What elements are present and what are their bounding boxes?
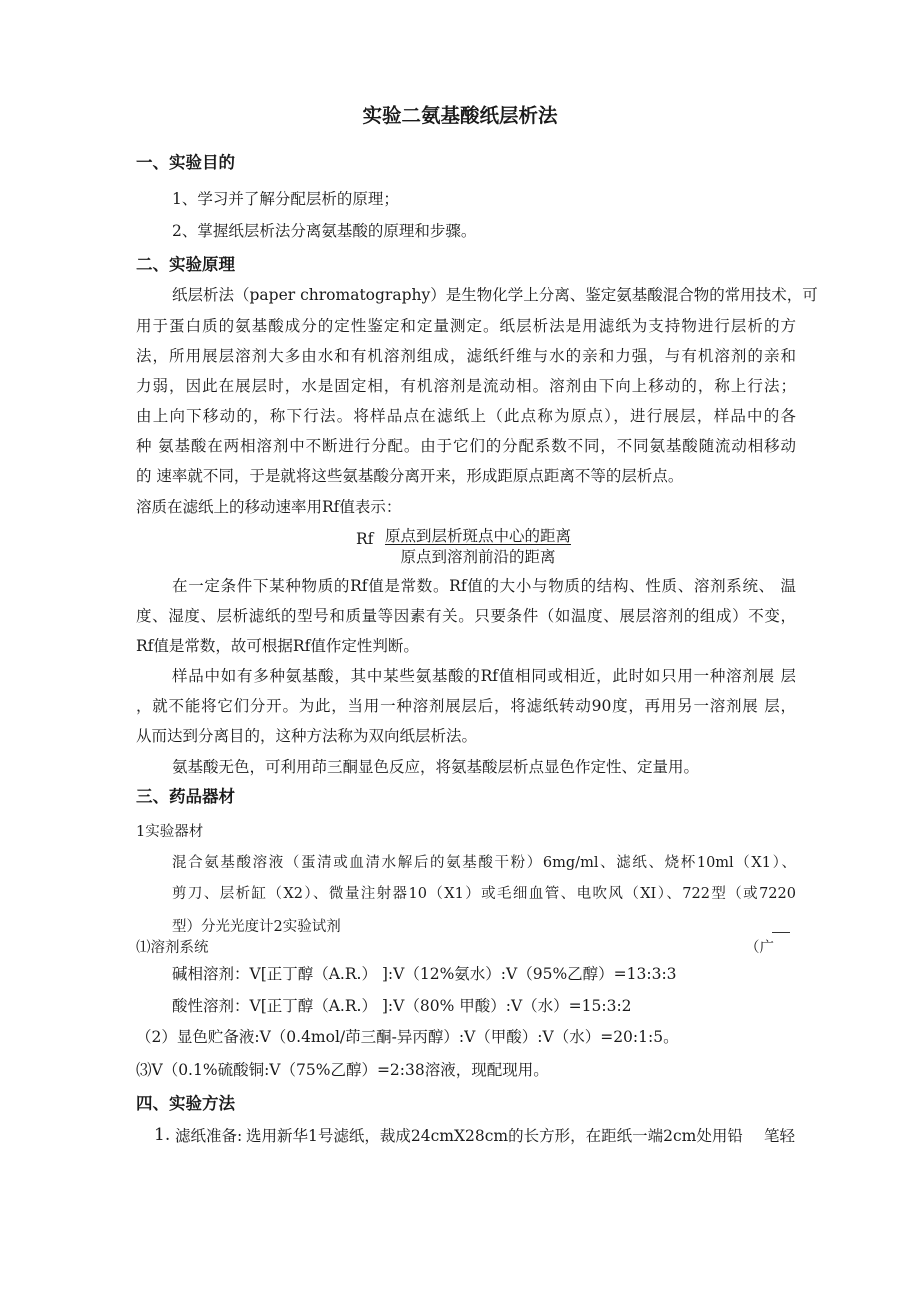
principle-line: Rf值是常数，故可根据Rf值作定性判断。 <box>136 637 419 655</box>
equipment-line: 型）分光光度计2实验试剂 <box>172 919 341 935</box>
acidic-solvent: 酸性溶剂：V[正丁醇（A.R.） ]:V（80% 甲酸）:V（水）=15:3:2 <box>172 997 632 1015</box>
stray-dash <box>772 932 790 933</box>
solvent-system-label: ⑴溶剂系统 <box>136 940 209 956</box>
stray-mark: （广 <box>745 940 774 956</box>
rf-formula-label: Rf <box>356 530 374 548</box>
principle-line: 从而达到分离目的，这种方法称为双向纸层析法。 <box>136 727 478 745</box>
rf-intro: 溶质在滤纸上的移动速率用Rf值表示： <box>136 498 402 516</box>
purpose-item-2: 2、掌握纸层析法分离氨基酸的原理和步骤。 <box>172 222 477 240</box>
purpose-item-1: 1、学习并了解分配层析的原理； <box>172 190 399 208</box>
principle-line: 由上向下移动的，称下行法。将样品点在滤纸上（此点称为原点），进行展层，样品中的各 <box>136 407 796 425</box>
principle-line: 的 速率就不同，于是就将这些氨基酸分离开来，形成距原点距离不等的层析点。 <box>136 467 684 485</box>
section-heading-method: 四、实验方法 <box>136 1094 235 1113</box>
section-heading-materials: 三、药品器材 <box>136 787 235 806</box>
step-text: 选用新华1号滤纸，裁成24cmX28cm的长方形，在距纸一端2cm处用铅 <box>246 1127 743 1145</box>
principle-line: 样品中如有多种氨基酸，其中某些氨基酸的Rf值相同或相近，此时如只用一种溶剂展 层 <box>172 667 796 685</box>
principle-line: 纸层析法（paper chromatography）是生物化学上分离、鉴定氨基酸混合物的常用技术，可 <box>172 286 818 304</box>
principle-line: 氨基酸无色，可利用茚三酮显色反应，将氨基酸层析点显色作定性、定量用。 <box>172 758 700 776</box>
stain-solution: （2）显色贮备液:V（0.4mol/茚三酮-异丙醇）:V（甲酸）:V（水）=20:1:5。 <box>136 1028 679 1046</box>
principle-line: 力弱，因此在展层时，水是固定相，有机溶剂是流动相。溶剂由下向上移动的，称上行法； <box>136 377 796 395</box>
section-heading-principle: 二、实验原理 <box>136 255 235 274</box>
principle-line: 在一定条件下某种物质的Rf值是常数。Rf值的大小与物质的结构、性质、溶剂系统、 温 <box>172 577 796 595</box>
principle-line: 种 氨基酸在两相溶剂中不断进行分配。由于它们的分配系数不同，不同氨基酸随流动相移动 <box>136 437 796 455</box>
principle-line: 用于蛋白质的氨基酸成分的定性鉴定和定量测定。纸层析法是用滤纸为支持物进行层析的方 <box>136 317 796 335</box>
equipment-subheading: 1实验器材 <box>136 824 204 840</box>
rf-formula-numerator: 原点到层析斑点中心的距离 <box>384 527 571 545</box>
step-lead: 滤纸准备: <box>175 1127 243 1145</box>
principle-line: 法，所用展层溶剂大多由水和有机溶剂组成，滤纸纤维与水的亲和力强，与有机溶剂的亲和 <box>136 347 796 365</box>
principle-line: 度、湿度、层析滤纸的型号和质量等因素有关。只要条件（如温度、展层溶剂的组成）不变， <box>136 607 796 625</box>
rf-formula-denominator: 原点到溶剂前沿的距离 <box>400 548 556 566</box>
principle-line: ，就不能将它们分开。为此，当用一种溶剂展层后，将滤纸转动90度，再用另一溶剂展 层， <box>136 697 796 715</box>
page-title: 实验二氨基酸纸层析法 <box>362 104 558 127</box>
section-heading-purpose: 一、实验目的 <box>136 153 235 172</box>
copper-sulfate-solution: ⑶V（0.1%硫酸铜:V（75%乙醇）=2:38溶液，现配现用。 <box>136 1061 549 1079</box>
equipment-line: 混合氨基酸溶液（蛋清或血清水解后的氨基酸干粉）6mg/ml、滤纸、烧杯10ml（X1）、 <box>172 855 796 871</box>
step-text-tail: 笔轻 <box>764 1127 796 1145</box>
alkaline-solvent: 碱相溶剂：V[正丁醇（A.R.） ]:V（12%氨水）:V（95%乙醇）=13:3:3 <box>172 965 677 983</box>
step-number: 1. <box>154 1125 171 1145</box>
equipment-line: 剪刀、层析缸（X2）、微量注射器10（X1）或毛细血管、电吹风（XI）、722型（或7220 <box>172 886 796 902</box>
